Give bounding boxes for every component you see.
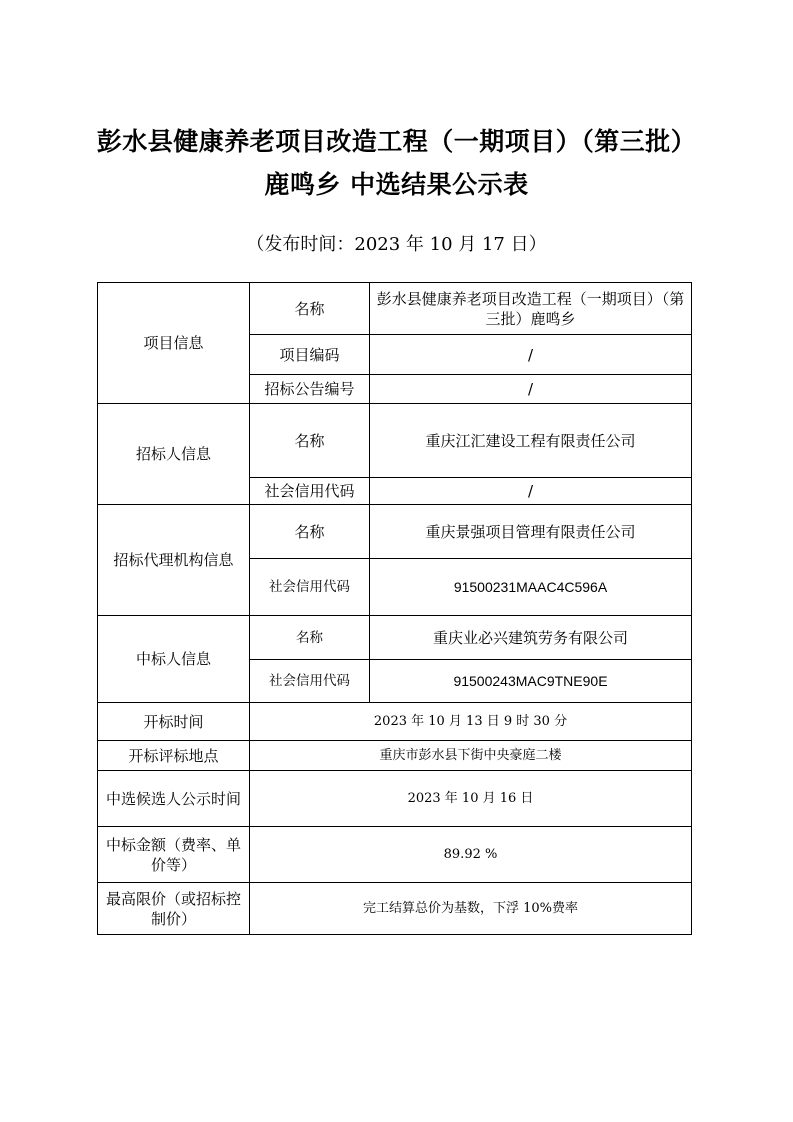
table-row bbox=[98, 283, 692, 335]
agency-name-label: 名称 bbox=[250, 505, 370, 559]
document-title-line2: 鹿鸣乡 中选结果公示表 bbox=[264, 170, 529, 199]
opening-place-label: 开标评标地点 bbox=[98, 741, 250, 771]
publish-date: （发布时间：2023 年 10 月 17 日） bbox=[246, 234, 547, 255]
tenderer-name-value: 重庆江汇建设工程有限责任公司 bbox=[370, 404, 692, 478]
publicity-time-value: 2023 年 10 月 16 日 bbox=[250, 771, 692, 827]
table-row bbox=[98, 883, 692, 935]
project-name-value: 彭水县健康养老项目改造工程（一期项目）（第三批）鹿鸣乡 bbox=[370, 283, 692, 335]
winner-name-label: 名称 bbox=[250, 616, 370, 660]
table-row bbox=[98, 703, 692, 741]
tenderer-name-label: 名称 bbox=[250, 404, 370, 478]
notice-number-label: 招标公告编号 bbox=[250, 375, 370, 404]
table-row bbox=[98, 771, 692, 827]
opening-time-value: 2023 年 10 月 13 日 9 时 30 分 bbox=[250, 703, 692, 741]
agency-credit-value: 91500231MAAC4C596A bbox=[370, 559, 692, 616]
document-title-line1: 彭水县健康养老项目改造工程（一期项目）（第三批） bbox=[96, 127, 697, 156]
project-info-group: 项目信息 bbox=[98, 283, 250, 404]
notice-number-value: / bbox=[370, 375, 692, 404]
table-row bbox=[98, 741, 692, 771]
table-row bbox=[98, 827, 692, 883]
table-row bbox=[98, 616, 692, 660]
agency-info-group: 招标代理机构信息 bbox=[98, 505, 250, 616]
winner-credit-value: 91500243MAC9TNE90E bbox=[370, 660, 692, 703]
tenderer-credit-label: 社会信用代码 bbox=[250, 478, 370, 505]
agency-credit-label: 社会信用代码 bbox=[250, 559, 370, 616]
winner-credit-label: 社会信用代码 bbox=[250, 660, 370, 703]
project-code-value: / bbox=[370, 335, 692, 375]
winner-name-value: 重庆业必兴建筑劳务有限公司 bbox=[370, 616, 692, 660]
tenderer-info-group: 招标人信息 bbox=[98, 404, 250, 505]
publicity-time-label: 中选候选人公示时间 bbox=[98, 771, 250, 827]
tenderer-credit-value: / bbox=[370, 478, 692, 505]
winner-info-group: 中标人信息 bbox=[98, 616, 250, 703]
amount-label: 中标金额（费率、单价等） bbox=[98, 827, 250, 883]
result-table bbox=[97, 282, 692, 935]
agency-name-value: 重庆景强项目管理有限责任公司 bbox=[370, 505, 692, 559]
project-code-label: 项目编码 bbox=[250, 335, 370, 375]
max-limit-value: 完工结算总价为基数，下浮 10%费率 bbox=[250, 883, 692, 935]
opening-place-value: 重庆市彭水县下街中央豪庭二楼 bbox=[250, 741, 692, 771]
opening-time-label: 开标时间 bbox=[98, 703, 250, 741]
table-row bbox=[98, 404, 692, 478]
table-row bbox=[98, 505, 692, 559]
amount-value: 89.92 % bbox=[250, 827, 692, 883]
max-limit-label: 最高限价（或招标控制价） bbox=[98, 883, 250, 935]
project-name-label: 名称 bbox=[250, 283, 370, 335]
